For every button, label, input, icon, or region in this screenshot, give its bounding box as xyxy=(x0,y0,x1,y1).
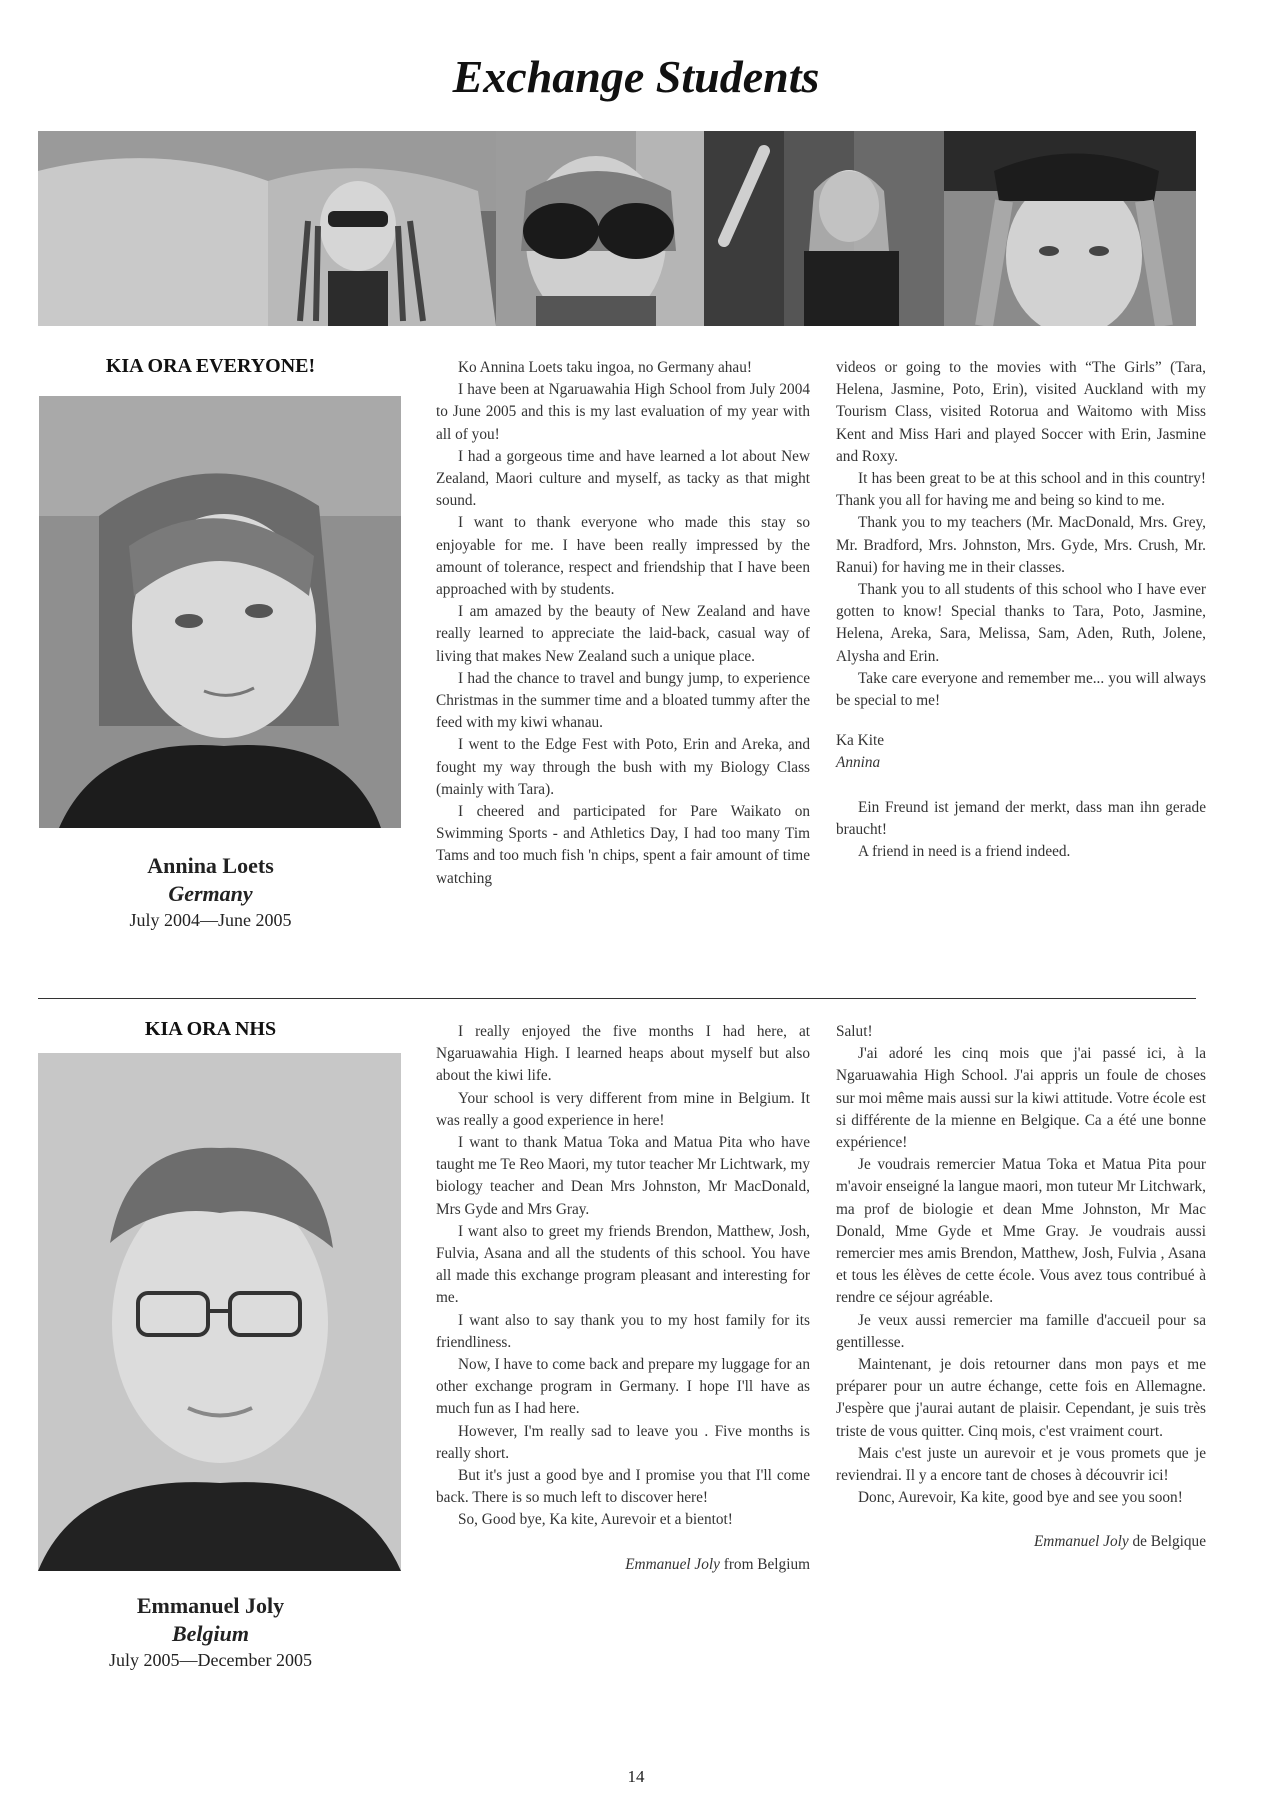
paragraph: So, Good bye, Ka kite, Aurevoir et a bientot! xyxy=(458,1511,733,1529)
paragraph: However, I'm really sad to leave you . Five months is really short. xyxy=(436,1422,810,1462)
photo-girl-with-flag xyxy=(38,131,496,326)
photo-girl-with-hat xyxy=(944,131,1196,326)
article-emmanuel-english xyxy=(436,1021,810,1576)
signature: Annina xyxy=(836,754,881,772)
article-annina-col1 xyxy=(436,357,810,890)
section-divider xyxy=(38,998,1196,999)
paragraph: videos or going to the movies with “The Girls” (Tara, Helena, Jasmine, Poto, Erin), visited Auckland with my Tourism Class, visited Rotorua and Waitomo with Miss Kent and Miss Hari and played Soccer with Erin, Jasmine and Roxy. xyxy=(836,359,1206,465)
paragraph: Thank you to all students of this school who I have ever gotten to know! Special thanks to Tara, Poto, Jasmine, Helena, Areka, Sara, Melissa, Sam, Aden, Ruth, Jolene, Alysha and Erin. xyxy=(836,581,1206,665)
portrait-emmanuel-joly xyxy=(38,1053,401,1571)
paragraph: Take care everyone and remember me... you will always be special to me! xyxy=(836,669,1206,710)
paragraph: Je veux aussi remercier ma famille d'accueil pour sa gentillesse. xyxy=(836,1311,1206,1351)
greeting-heading-2: KIA ORA NHS xyxy=(144,1018,277,1040)
paragraph: Your school is very different from mine in Belgium. It was really a good experience in here! xyxy=(436,1089,810,1129)
paragraph: Mais c'est juste un aurevoir et je vous promets que je reviendrai. Il y a encore tant de choses à découvrir ici! xyxy=(836,1444,1206,1485)
article-annina-col2 xyxy=(836,357,1206,863)
paragraph: Maintenant, je dois retourner dans mon pays et me préparer pour un autre échange, cette fois en Allemagne. J'espère que j'aurai autant de plaisir. Cependant, je suis très triste de vous quitter. Cinq mois, c'est vraiment court. xyxy=(836,1356,1206,1440)
signature-suffix: de Belgique xyxy=(1128,1533,1206,1551)
paragraph: I want to thank Matua Toka and Matua Pita who have taught me Te Reo Maori, my tutor teacher Mr Lichtwark, my biology teacher and Dean Mrs Johnston, Mr MacDonald, Mrs Gyde and Mrs Gray. xyxy=(436,1134,810,1218)
paragraph: I had the chance to travel and bungy jump, to experience Christmas in the summer time and a bloated tummy after the feed with my kiwi whanau. xyxy=(436,669,810,732)
paragraph: Now, I have to come back and prepare my luggage for an other exchange program in Germany. I hope I'll have as much fun as I had here. xyxy=(436,1356,810,1418)
paragraph: It has been great to be at this school and in this country! Thank you all for having me and being so kind to me. xyxy=(836,470,1206,510)
student-dates: July 2005—December 2005 xyxy=(109,1650,312,1670)
caption-annina xyxy=(38,852,383,932)
page-title: Exchange Students xyxy=(452,51,820,102)
paragraph: But it's just a good bye and I promise you that I'll come back. There is so much left to discover here! xyxy=(436,1467,810,1507)
paragraph: I want also to say thank you to my host family for its friendliness. xyxy=(436,1311,810,1351)
student-dates: July 2004—June 2005 xyxy=(129,910,292,930)
photo-girl-with-club xyxy=(704,131,944,326)
student-country: Germany xyxy=(168,881,253,906)
quote-german: Ein Freund ist jemand der merkt, dass man ihn gerade braucht! xyxy=(836,798,1206,838)
paragraph: I want to thank everyone who made this stay so enjoyable for me. I have been really impressed by the amount of tolerance, respect and friendship that I have been approached with by students. xyxy=(436,514,810,599)
student-name: Emmanuel Joly xyxy=(136,1593,285,1618)
page-number: 14 xyxy=(627,1767,645,1786)
greeting-heading-1: KIA ORA EVERYONE! xyxy=(105,355,316,377)
caption-emmanuel xyxy=(38,1592,383,1672)
signature-name: Emmanuel Joly xyxy=(625,1555,720,1573)
signature-name: Emmanuel Joly xyxy=(1033,1533,1129,1551)
paragraph: J'ai adoré les cinq mois que j'ai passé ici, à la Ngaruawahia High School. J'ai appris un foule de choses sur moi même mais aussi sur la kiwi attitude. Votre école est si différente de la mienne en Belgique. Ca a été une bonne expérience! xyxy=(836,1045,1206,1152)
paragraph: Ko Annina Loets taku ingoa, no Germany ahau! xyxy=(458,359,752,376)
paragraph: I really enjoyed the five months I had here, at Ngaruawahia High. I learned heaps about myself but also about the kiwi life. xyxy=(436,1023,810,1085)
paragraph: I want also to greet my friends Brendon, Matthew, Josh, Fulvia, Asana and all the students of this school. You have all made this exchange program pleasant and interesting for me. xyxy=(436,1222,810,1307)
paragraph: I went to the Edge Fest with Poto, Erin and Areka, and fought my way through the bush with my Biology Class (mainly with Tara). xyxy=(436,736,810,798)
paragraph: I have been at Ngaruawahia High School from July 2004 to June 2005 and this is my last evaluation of my year with all of you! xyxy=(436,381,810,443)
article-emmanuel-french xyxy=(836,1021,1206,1554)
paragraph: I had a gorgeous time and have learned a lot about New Zealand, Maori culture and myself, as tacky as that might sound. xyxy=(436,447,810,510)
student-name: Annina Loets xyxy=(147,853,274,878)
paragraph: Thank you to my teachers (Mr. MacDonald, Mrs. Grey, Mr. Bradford, Mrs. Johnston, Mrs. Gyde, Mrs. Crush, Mr. Ranui) for having me in their classes. xyxy=(836,514,1206,576)
quote-english: A friend in need is a friend indeed. xyxy=(858,843,1071,861)
signature-french xyxy=(836,1531,1206,1553)
photo-strip xyxy=(38,131,1196,326)
portrait-annina-loets xyxy=(39,396,401,828)
farewell: Ka Kite xyxy=(836,732,884,750)
paragraph: I cheered and participated for Pare Waikato on Swimming Sports - and Athletics Day, I had too many Tim Tams and too much fish 'n chips, spent a fair amount of time watching xyxy=(436,803,810,887)
student-country: Belgium xyxy=(171,1621,249,1646)
paragraph: Je voudrais remercier Matua Toka et Matua Pita pour m'avoir enseigné la langue maori, mon tuteur Mr Litchwark, ma prof de biologie et dean Mme Johnston, Mr Mac Donald, Mme Gyde et Mme Gray. Je voudrais aussi remercier mes amis Brendon, Matthew, Josh, Fulvia , Asana et tous les élèves de cette école. Vous avez tous contribué à rendre ce séjour agréable. xyxy=(836,1156,1206,1307)
photo-girl-sunglasses xyxy=(496,131,704,326)
signature-english xyxy=(436,1554,810,1576)
paragraph: Salut! xyxy=(836,1023,873,1040)
signature-suffix: from Belgium xyxy=(719,1555,810,1573)
paragraph: I am amazed by the beauty of New Zealand and have really learned to appreciate the laid-back, casual way of living that makes New Zealand such a unique place. xyxy=(436,603,810,665)
paragraph: Donc, Aurevoir, Ka kite, good bye and see you soon! xyxy=(858,1489,1183,1507)
